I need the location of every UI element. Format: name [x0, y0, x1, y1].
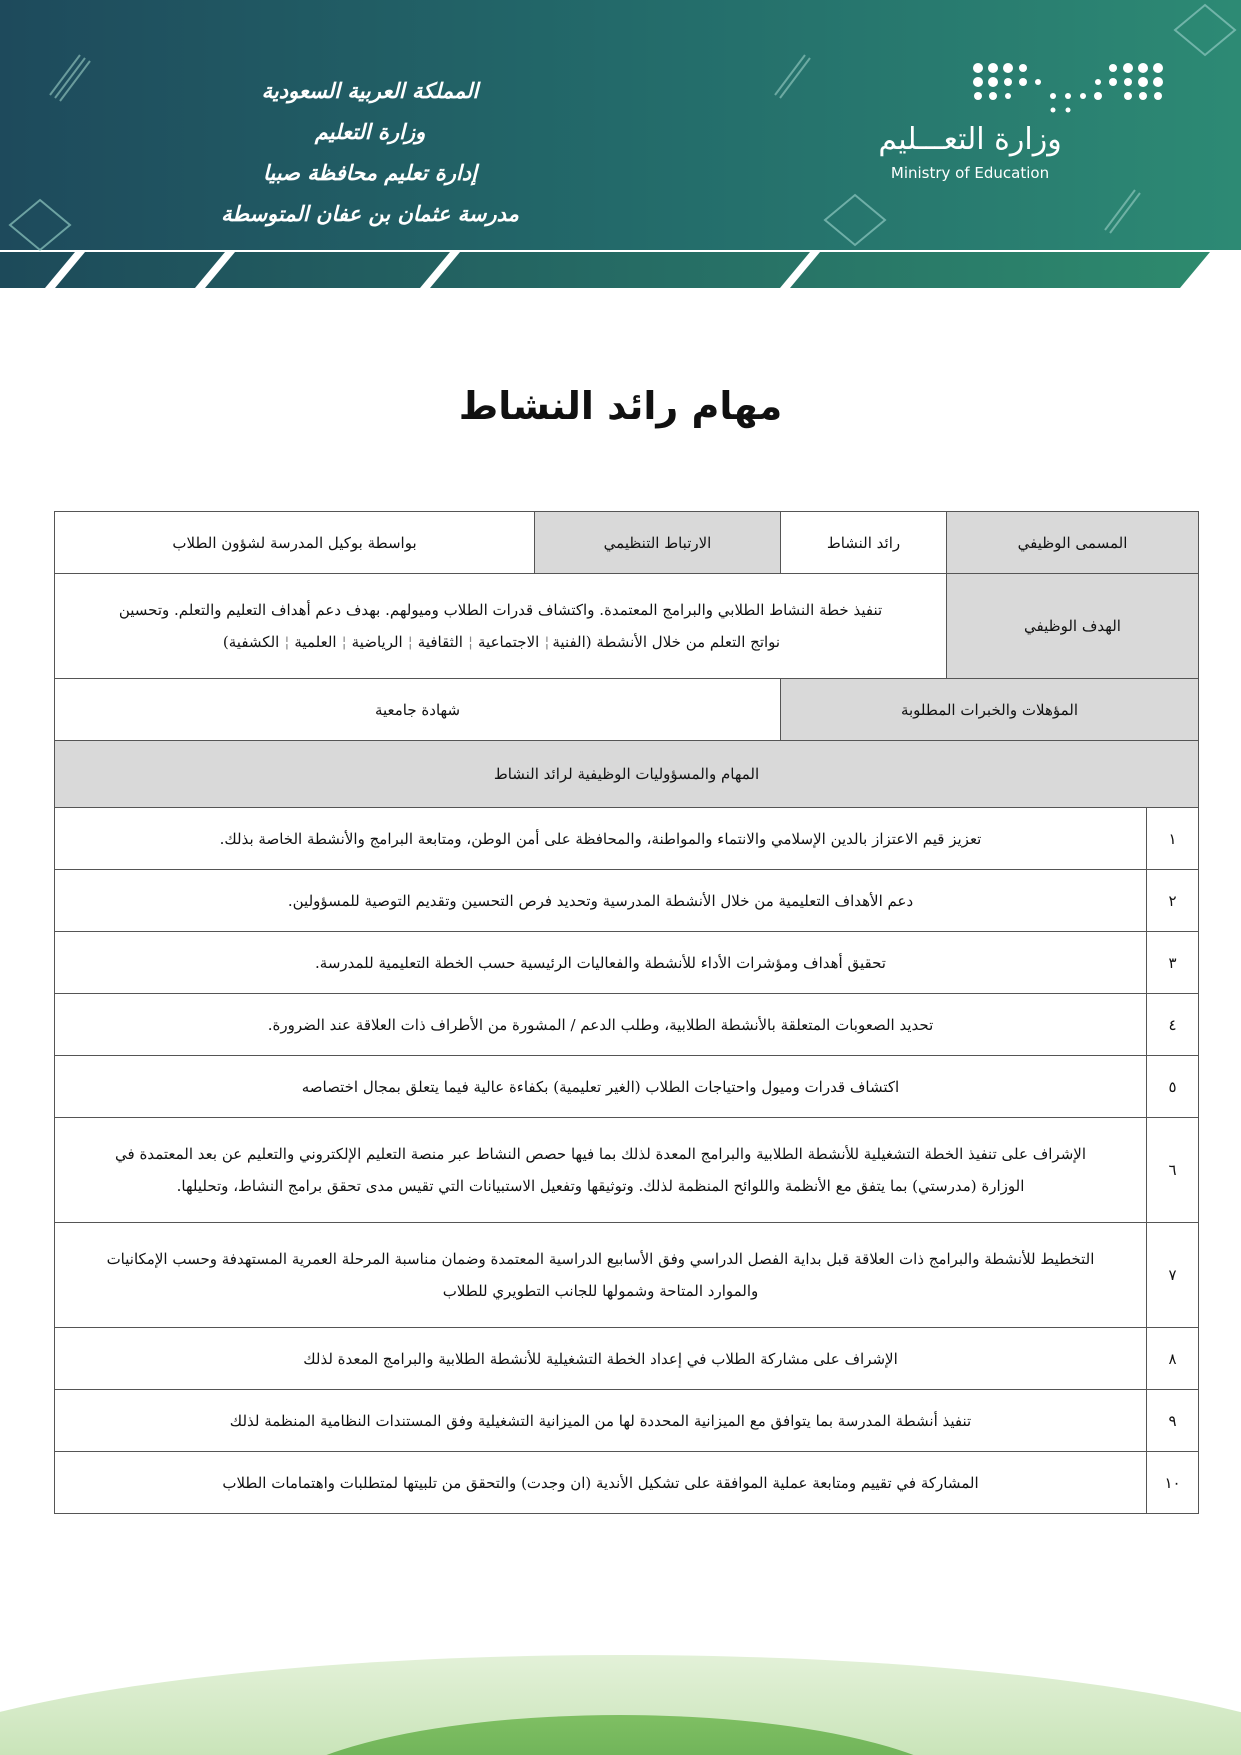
task-row [55, 1223, 1199, 1328]
task-text-line-1: الإشراف على تنفيذ الخطة التشغيلية للأنشطة الطلابية والبرامج المعدة لذلك بما فيها حصص النشاط عبر منصة التعليم الإلكتروني والتعليم عن بعد المعتمدة في [115, 1145, 1086, 1163]
task-text: تحديد الصعوبات المتعلقة بالأنشطة الطلابية، وطلب الدعم / المشورة من الأطراف ذات العلاقة عند الضرورة. [55, 994, 1147, 1056]
header-line-administration: إدارة تعليم محافظة صبيا [263, 160, 477, 185]
org-link-value: بواسطة بوكيل المدرسة لشؤون الطلاب [55, 512, 535, 574]
activity-social: الاجتماعية [478, 633, 540, 651]
task-number: ٩ [1147, 1390, 1199, 1452]
task-row [55, 808, 1199, 870]
task-number: ١ [1147, 808, 1199, 870]
task-row [55, 1056, 1199, 1118]
activity-cultural: الثقافية [417, 633, 463, 651]
task-text-line-2: والموارد المتاحة وشمولها للجانب التطويري للطلاب [442, 1282, 759, 1300]
task-row [55, 1390, 1199, 1452]
header-banner [0, 0, 1241, 290]
task-row [55, 1118, 1199, 1223]
qualifications-value: شهادة جامعية [55, 679, 781, 741]
task-number: ٤ [1147, 994, 1199, 1056]
ministry-logo-english: Ministry of Education [890, 164, 1050, 182]
school-header-text [180, 70, 560, 234]
job-title-label: المسمى الوظيفي [947, 512, 1199, 574]
task-row [55, 994, 1199, 1056]
task-row [55, 1452, 1199, 1514]
task-text [55, 1223, 1147, 1328]
goal-line-2: نواتج التعلم من خلال الأنشطة (الفنية¦الاجتماعية¦الثقافية¦الرياضية¦العلمية¦الكشفية) [65, 626, 936, 658]
task-number: ٢ [1147, 870, 1199, 932]
header-line-ministry: وزارة التعليم [314, 119, 426, 144]
task-text: تحقيق أهداف ومؤشرات الأداء للأنشطة والفعاليات الرئيسية حسب الخطة التعليمية للمدرسة. [55, 932, 1147, 994]
job-goal-value [55, 574, 947, 679]
task-text: المشاركة في تقييم ومتابعة عملية الموافقة على تشكيل الأندية (ان وجدت) والتحقق من تلبيتها لمتطلبات واهتمامات الطلاب [55, 1452, 1147, 1514]
activity-scouting: الكشفية) [222, 633, 280, 651]
job-goal-label: الهدف الوظيفي [947, 574, 1199, 679]
goal-line-1: تنفيذ خطة النشاط الطلابي والبرامج المعتمدة. واكتشاف قدرات الطلاب وميولهم. بهدف دعم أهداف التعليم والتعلم. وتحسين [118, 601, 883, 619]
task-text: اكتشاف قدرات وميول واحتياجات الطلاب (الغير تعليمية) بكفاءة عالية فيما يتعلق بمجال اختصاصه [55, 1056, 1147, 1118]
task-text [55, 1118, 1147, 1223]
task-text: الإشراف على مشاركة الطلاب في إعداد الخطة التشغيلية للأنشطة الطلابية والبرامج المعدة لذلك [55, 1328, 1147, 1390]
tasks-header: المهام والمسؤوليات الوظيفية لرائد النشاط [55, 741, 1199, 808]
tasks-header-row [55, 741, 1199, 808]
task-text: دعم الأهداف التعليمية من خلال الأنشطة المدرسية وتحديد فرص التحسين وتقديم التوصية للمسؤولين. [55, 870, 1147, 932]
org-link-label: الارتباط التنظيمي [535, 512, 781, 574]
job-description-table [54, 511, 1199, 1514]
activity-sports: الرياضية [351, 633, 403, 651]
qualifications-row [55, 679, 1199, 741]
task-text: تنفيذ أنشطة المدرسة بما يتوافق مع الميزانية المحددة لها من الميزانية التشغيلية وفق المستندات النظامية المنظمة لذلك [55, 1390, 1147, 1452]
task-text-line-1: التخطيط للأنشطة والبرامج ذات العلاقة قبل بداية الفصل الدراسي وفق الأسابيع الدراسية المعتمدة وضمان مناسبة المرحلة العمرية المستهدفة وحسب الإمكانيات [106, 1250, 1095, 1268]
qualifications-label: المؤهلات والخبرات المطلوبة [781, 679, 1199, 741]
activity-science: العلمية [294, 633, 337, 651]
task-row [55, 1328, 1199, 1390]
header-line-kingdom: المملكة العربية السعودية [261, 78, 479, 103]
task-row [55, 932, 1199, 994]
job-title-row [55, 512, 1199, 574]
header-line-school: مدرسة عثمان بن عفان المتوسطة [221, 201, 519, 226]
footer-decoration [0, 1640, 1241, 1755]
job-title-value: رائد النشاط [781, 512, 947, 574]
task-number: ٥ [1147, 1056, 1199, 1118]
task-text-line-2: الوزارة (مدرستي) بما يتفق مع الأنظمة واللوائح المنظمة لذلك. وتوثيقها وتفعيل الاستبيانات التي تقيس مدى تحقق برامج النشاط، وتحليلها. [176, 1177, 1025, 1195]
task-number: ١٠ [1147, 1452, 1199, 1514]
goal-line-2-prefix: نواتج التعلم من خلال الأنشطة (الفنية [552, 633, 781, 651]
job-goal-row [55, 574, 1199, 679]
task-number: ٧ [1147, 1223, 1199, 1328]
page-title: مهام رائد النشاط [458, 384, 783, 428]
ministry-logo-arabic: وزارة التعـــليم [878, 122, 1062, 157]
task-number: ٣ [1147, 932, 1199, 994]
task-text: تعزيز قيم الاعتزاز بالدين الإسلامي والانتماء والمواطنة، والمحافظة على أمن الوطن، ومتابعة البرامج والأنشطة الخاصة بذلك. [55, 808, 1147, 870]
task-number: ٨ [1147, 1328, 1199, 1390]
task-number: ٦ [1147, 1118, 1199, 1223]
task-row [55, 870, 1199, 932]
